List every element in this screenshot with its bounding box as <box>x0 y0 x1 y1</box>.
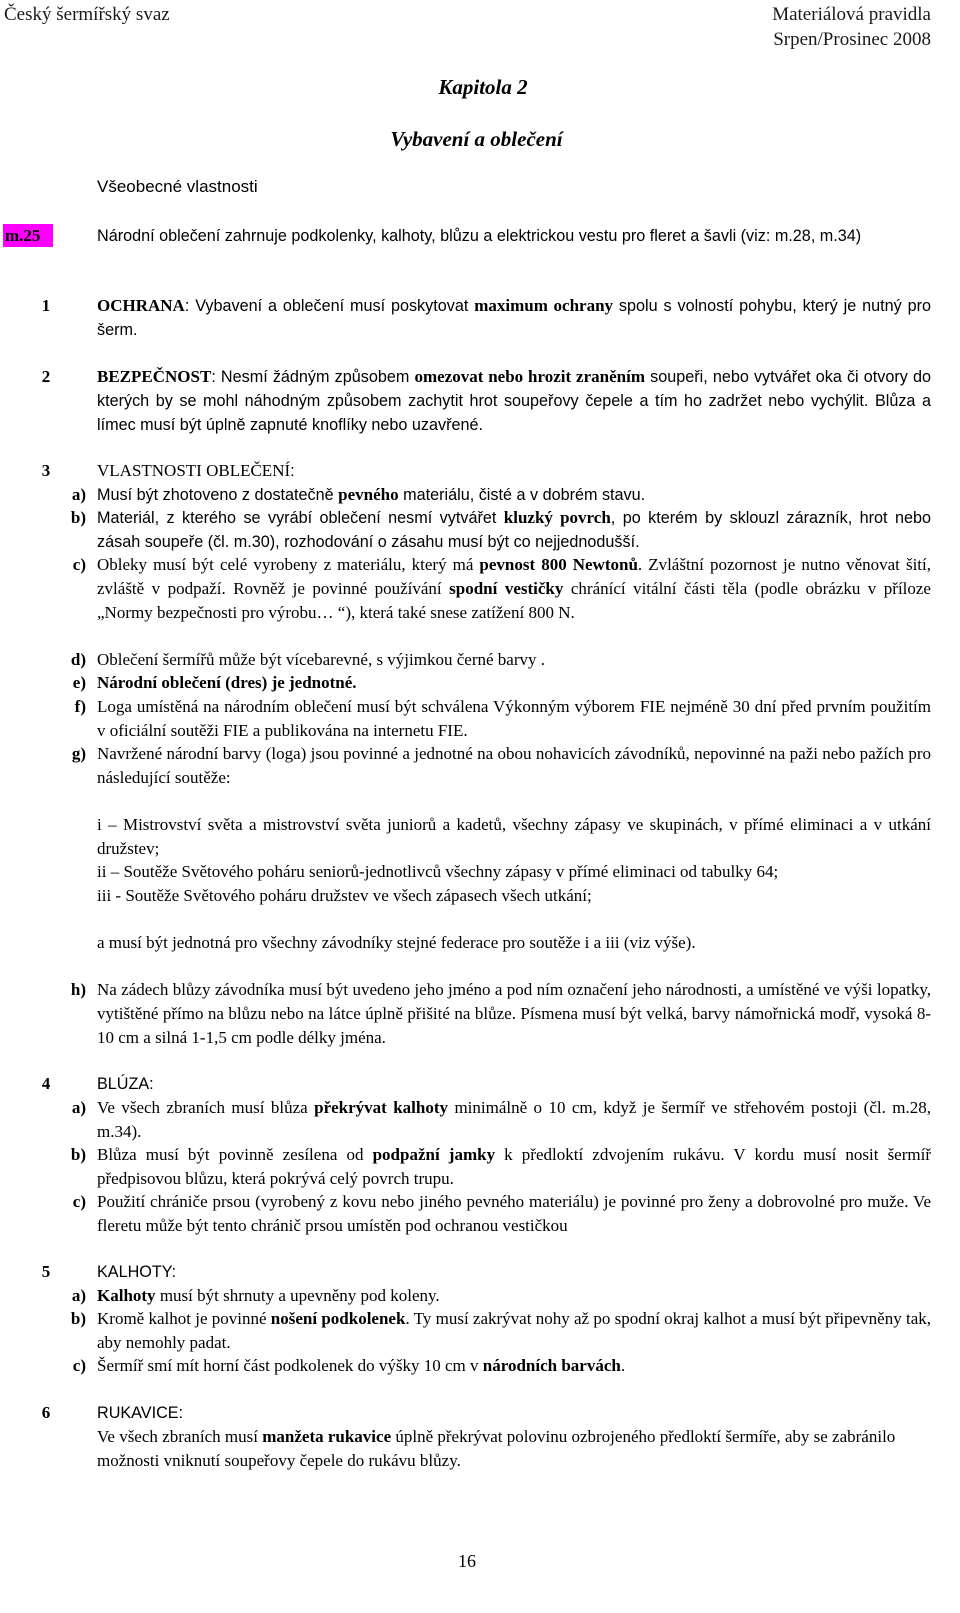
item-3g-label: g) <box>71 744 86 763</box>
item-6-heading: RUKAVICE: <box>97 1404 184 1422</box>
item-3-heading: VLASTNOSTI OBLEČENÍ: <box>97 461 295 480</box>
section-heading-general: Všeobecné vlastnosti <box>97 177 258 196</box>
item-3d-text: Oblečení šermířů může být vícebarevné, s výjimkou černé barvy . <box>97 650 545 669</box>
item-number-2: 2 <box>41 367 51 386</box>
item-3g-text: Navržené národní barvy (loga) jsou povinné a jednotné na obou nohavicích závodníků, nepovinné na paži nebo pažích pro následující soutěže: <box>97 744 931 787</box>
item-4a-text: Ve všech zbraních musí blůza překrývat kalhoty minimálně o 10 cm, když je šermíř ve střehovém postoji (čl. m.28, m.34). <box>97 1098 931 1141</box>
item-3c-text: Obleky musí být celé vyrobeny z materiálu, který má pevnost 800 Newtonů. Zvláštní pozornost je nutno věnovat šití, zvláště v podpaží. Rovněž je povinné používání spodní vestičky chránící vitální části těla (podle obrázku v příloze „Normy bezpečnosti pro výrobu… “), která také snese zatížení 800 N. <box>97 555 931 622</box>
item-5c-label: c) <box>72 1356 86 1375</box>
item-number-5: 5 <box>41 1262 51 1281</box>
item-3b-text: Materiál, z kterého se vyrábí oblečení nesmí vytvářet kluzký povrch, po kterém by sklouzl zárazník, hrot nebo zásah soupeře (čl. m.30), rozhodování o zásahu musí být co nejjednodušší. <box>97 508 931 551</box>
item-3a-text: Musí být zhotoveno z dostatečně pevného materiálu, čisté a v dobrém stavu. <box>97 485 646 504</box>
item-5a-label: a) <box>71 1286 86 1305</box>
item-3g-note: a musí být jednotná pro všechny závodníky stejné federace pro soutěže i a iii (viz výše). <box>97 933 696 952</box>
item-4b-text: Blůza musí být povinně zesílena od podpažní jamky k předloktí zdvojením rukávu. V kordu musí nosit šermíř předpisovou blůzu, která pokrývá celý povrch trupu. <box>97 1145 931 1188</box>
item-3f-text: Loga umístěná na národním oblečení musí být schválena Výkonným výborem FIE nejméně 30 dní před prvním použitím v oficiální soutěži FIE a publikována na internetu FIE. <box>97 697 931 740</box>
item-3h-label: h) <box>70 980 86 999</box>
chapter-title: Vybavení a oblečení <box>390 127 563 151</box>
article-m25-text: Národní oblečení zahrnuje podkolenky, kalhoty, blůzu a elektrickou vestu pro fleret a šavli (viz: m.28, m.34) <box>97 227 862 245</box>
item-1-text: OCHRANA: Vybavení a oblečení musí poskytovat maximum ochrany spolu s volností pohybu, který je nutný pro šerm. <box>97 296 931 339</box>
page-number: 16 <box>458 1551 476 1571</box>
header-organization: Český šermířský svaz <box>4 4 170 25</box>
item-number-3: 3 <box>41 461 51 480</box>
item-3h-text: Na zádech blůzy závodníka musí být uvedeno jeho jméno a pod ním označení jeho národnosti, a umístěné ve výši lopatky, vytištěné přímo na blůzu nebo na látce úplně přišité na blůze. Písmena musí být velká, barvy námořnická modř, vysoká 8-10 cm a silná 1-1,5 cm podle délky jména. <box>97 980 931 1047</box>
article-marker-m25: m.25 <box>3 224 53 247</box>
item-6-text: Ve všech zbraních musí manžeta rukavice úplně překrývat polovinu ozbrojeného předloktí šermíře, aby se zabránilo možnosti vniknutí soupeřovy čepele do rukávu blůzy. <box>97 1427 896 1470</box>
item-3g-ii: ii – Soutěže Světového poháru seniorů-jednotlivců všechny zápasy v přímé eliminaci od tabulky 64; <box>97 862 779 881</box>
item-4a-label: a) <box>71 1098 86 1117</box>
item-3c-label: c) <box>72 555 86 574</box>
item-3f-label: f) <box>74 697 86 716</box>
item-5a-text: Kalhoty musí být shrnuty a upevněny pod koleny. <box>97 1286 440 1305</box>
item-4-heading: BLÚZA: <box>97 1075 154 1093</box>
item-3d-label: d) <box>70 650 86 669</box>
item-4b-label: b) <box>70 1145 86 1164</box>
item-3g-iii: iii - Soutěže Světového poháru družstev ve všech zápasech všech utkání; <box>97 886 592 905</box>
item-3e-label: e) <box>72 673 86 692</box>
header-document-title: Materiálová pravidla <box>772 4 931 25</box>
item-number-6: 6 <box>41 1403 51 1422</box>
item-5b-text: Kromě kalhot je povinné nošení podkolenek. Ty musí zakrývat nohy až po spodní okraj kalhot a musí být připevněny tak, aby nemohly padat. <box>97 1309 931 1352</box>
header-date: Srpen/Prosinec 2008 <box>773 29 931 50</box>
item-2-text: BEZPEČNOST: Nesmí žádným způsobem omezovat nebo hrozit zraněním soupeři, nebo vytvářet oka či otvory do kterých by se mohl náhodným způsobem zachytit hrot soupeřovy čepele a tím ho zadržet nebo vychýlit. Blůza a límec musí být úplně zapnuté knoflíky nebo uzavřené. <box>97 367 931 434</box>
item-3a-label: a) <box>71 485 86 504</box>
chapter-number: Kapitola 2 <box>438 75 528 99</box>
item-3g-i: i – Mistrovství světa a mistrovství světa juniorů a kadetů, všechny zápasy ve skupinách, v přímé eliminaci a v utkání družstev; <box>97 815 931 858</box>
item-3b-label: b) <box>70 508 86 527</box>
item-number-4: 4 <box>41 1074 51 1093</box>
item-4c-text: Použití chrániče prsou (vyrobený z kovu nebo jiného pevného materiálu) je povinné pro ženy a dobrovolné pro muže. Ve fleretu může být tento chránič prsou umístěn pod ochranou vestičkou <box>97 1192 931 1235</box>
item-4c-label: c) <box>72 1192 86 1211</box>
item-number-1: 1 <box>41 296 51 315</box>
item-3e-text: Národní oblečení (dres) je jednotné. <box>97 673 357 692</box>
item-5-heading: KALHOTY: <box>97 1263 177 1281</box>
item-5b-label: b) <box>70 1309 86 1328</box>
item-5c-text: Šermíř smí mít horní část podkolenek do výšky 10 cm v národních barvách. <box>97 1356 626 1375</box>
